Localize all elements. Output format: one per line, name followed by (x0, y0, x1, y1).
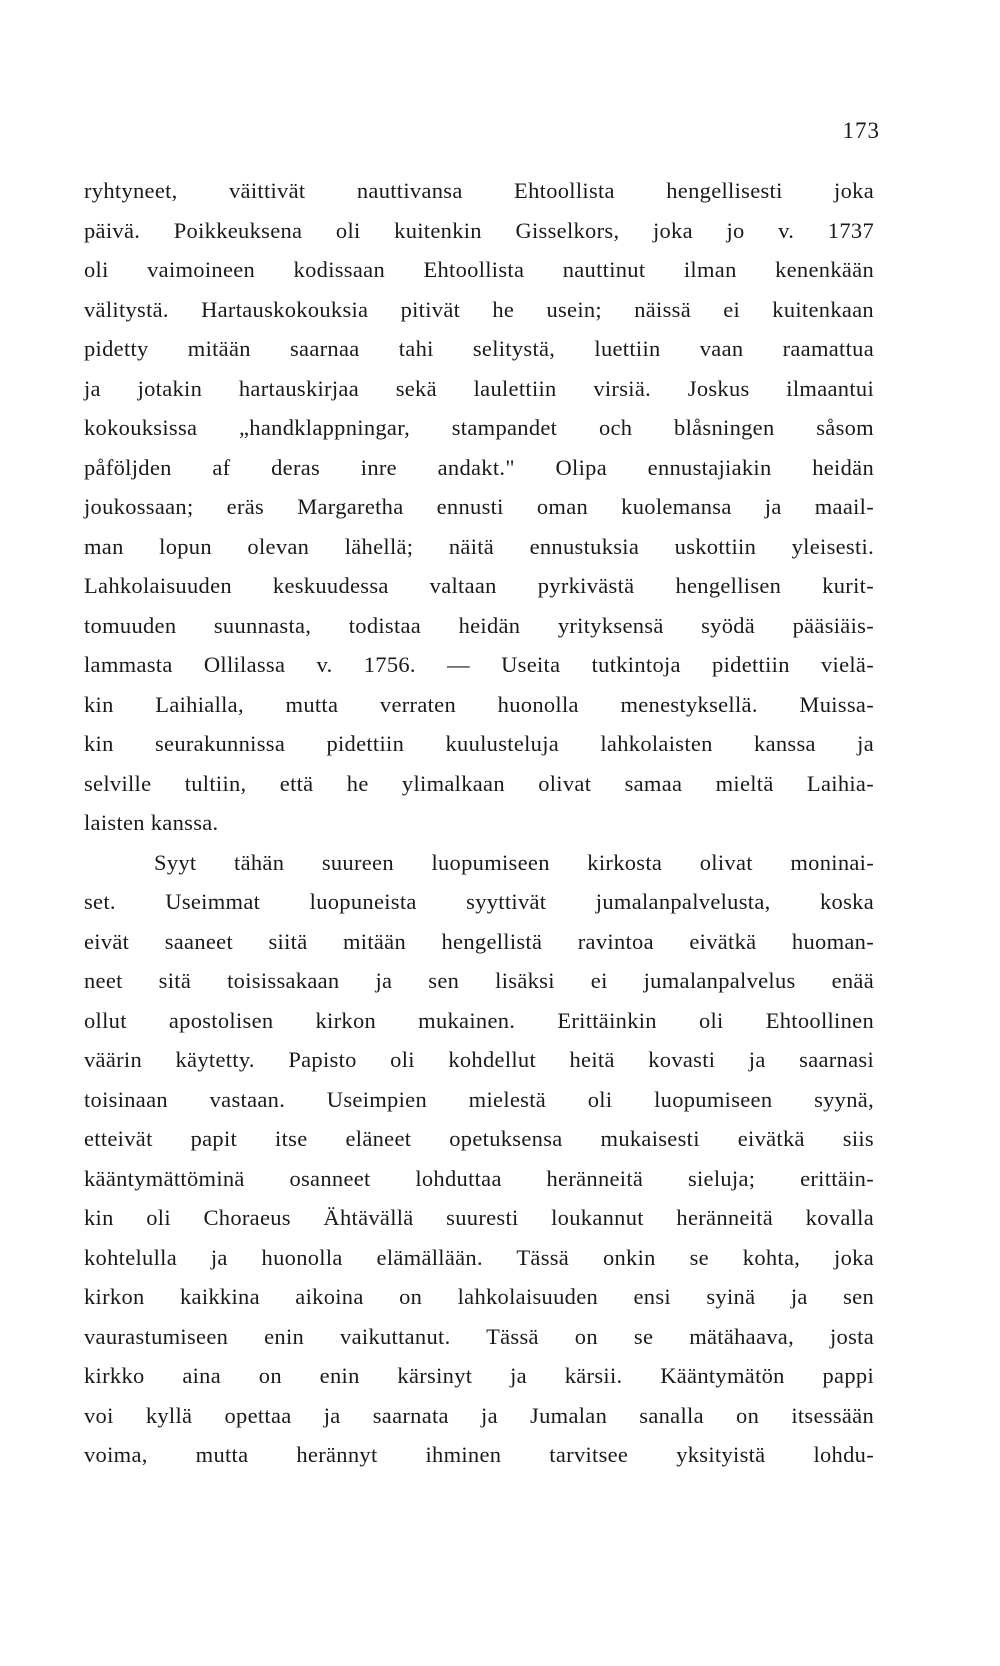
text-line: ja jotakin hartauskirjaa sekä laulettiin virsiä. Joskus ilmaantui (84, 375, 874, 401)
text-line: kin oli Choraeus Ähtävällä suuresti loukannut heränneitä kovalla (84, 1205, 874, 1230)
text-line: neet sitä toisissakaan ja sen lisäksi ei jumalanpalvelus enää (84, 968, 874, 993)
text-line: man lopun olevan lähellä; näitä ennustuksia uskottiin yleisesti. (84, 533, 874, 559)
text-line: päivä. Poikkeuksena oli kuitenkin Gisselkors, joka jo v. 1737 (84, 217, 874, 243)
paragraph-1 (84, 171, 874, 843)
text-line: ryhtyneet, väittivät nauttivansa Ehtoollista hengellisesti joka (84, 178, 874, 203)
text-line: pidetty mitään saarnaa tahi selitystä, luettiin vaan raamattua (84, 336, 874, 361)
paragraph-2 (84, 843, 874, 1475)
text-line: välitystä. Hartauskokouksia pitivät he usein; näissä ei kuitenkaan (84, 296, 874, 322)
text-line: kohtelulla ja huonolla elämällään. Tässä onkin se kohta, joka (84, 1244, 874, 1270)
text-line: tomuuden suunnasta, todistaa heidän yrityksensä syödä pääsiäis- (84, 612, 874, 638)
text-line: selville tultiin, että he ylimalkaan olivat samaa mieltä Laihia- (84, 770, 874, 796)
text-line: kääntymättöminä osanneet lohduttaa heränneitä sieluja; erittäin- (84, 1165, 874, 1191)
text-line: kokouksissa „handklappningar, stampandet och blåsningen såsom (84, 415, 874, 440)
text-line: påföljden af deras inre andakt." Olipa ennustajiakin heidän (84, 454, 874, 480)
text-line: ollut apostolisen kirkon mukainen. Erittäinkin oli Ehtoollinen (84, 1007, 874, 1033)
text-line: kin seurakunnissa pidettiin kuulusteluja lahkolaisten kanssa ja (84, 731, 874, 756)
text-line: toisinaan vastaan. Useimpien mielestä oli luopumiseen syynä, (84, 1086, 874, 1112)
text-line: joukossaan; eräs Margaretha ennusti oman kuolemansa ja maail- (84, 494, 874, 519)
text-line: Lahkolaisuuden keskuudessa valtaan pyrkivästä hengellisen kurit- (84, 573, 874, 598)
text-line: laisten kanssa. (84, 810, 219, 835)
text-line: oli vaimoineen kodissaan Ehtoollista nauttinut ilman kenenkään (84, 257, 874, 282)
text-line: kin Laihialla, mutta verraten huonolla menestyksellä. Muissa- (84, 691, 874, 717)
text-line: kirkon kaikkina aikoina on lahkolaisuuden ensi syinä ja sen (84, 1284, 874, 1309)
text-line: voi kyllä opettaa ja saarnata ja Jumalan sanalla on itsessään (84, 1402, 874, 1428)
text-line: eivät saaneet siitä mitään hengellistä ravintoa eivätkä huoman- (84, 928, 874, 954)
text-line: kirkko aina on enin kärsinyt ja kärsii. Kääntymätön pappi (84, 1363, 874, 1388)
text-line: voima, mutta herännyt ihminen tarvitsee yksityistä lohdu- (84, 1442, 874, 1467)
text-line: Syyt tähän suureen luopumiseen kirkosta olivat moninai- (154, 849, 874, 875)
text-line: set. Useimmat luopuneista syyttivät jumalanpalvelusta, koska (84, 889, 874, 914)
text-line: lammasta Ollilassa v. 1756. — Useita tutkintoja pidettiin vielä- (84, 652, 874, 677)
text-line: etteivät papit itse eläneet opetuksensa mukaisesti eivätkä siis (84, 1126, 874, 1151)
text-line: vaurastumiseen enin vaikuttanut. Tässä on se mätähaava, josta (84, 1323, 874, 1349)
text-line: väärin käytetty. Papisto oli kohdellut heitä kovasti ja saarnasi (84, 1047, 874, 1072)
body-text (84, 171, 874, 1475)
page-number: 173 (842, 118, 880, 143)
